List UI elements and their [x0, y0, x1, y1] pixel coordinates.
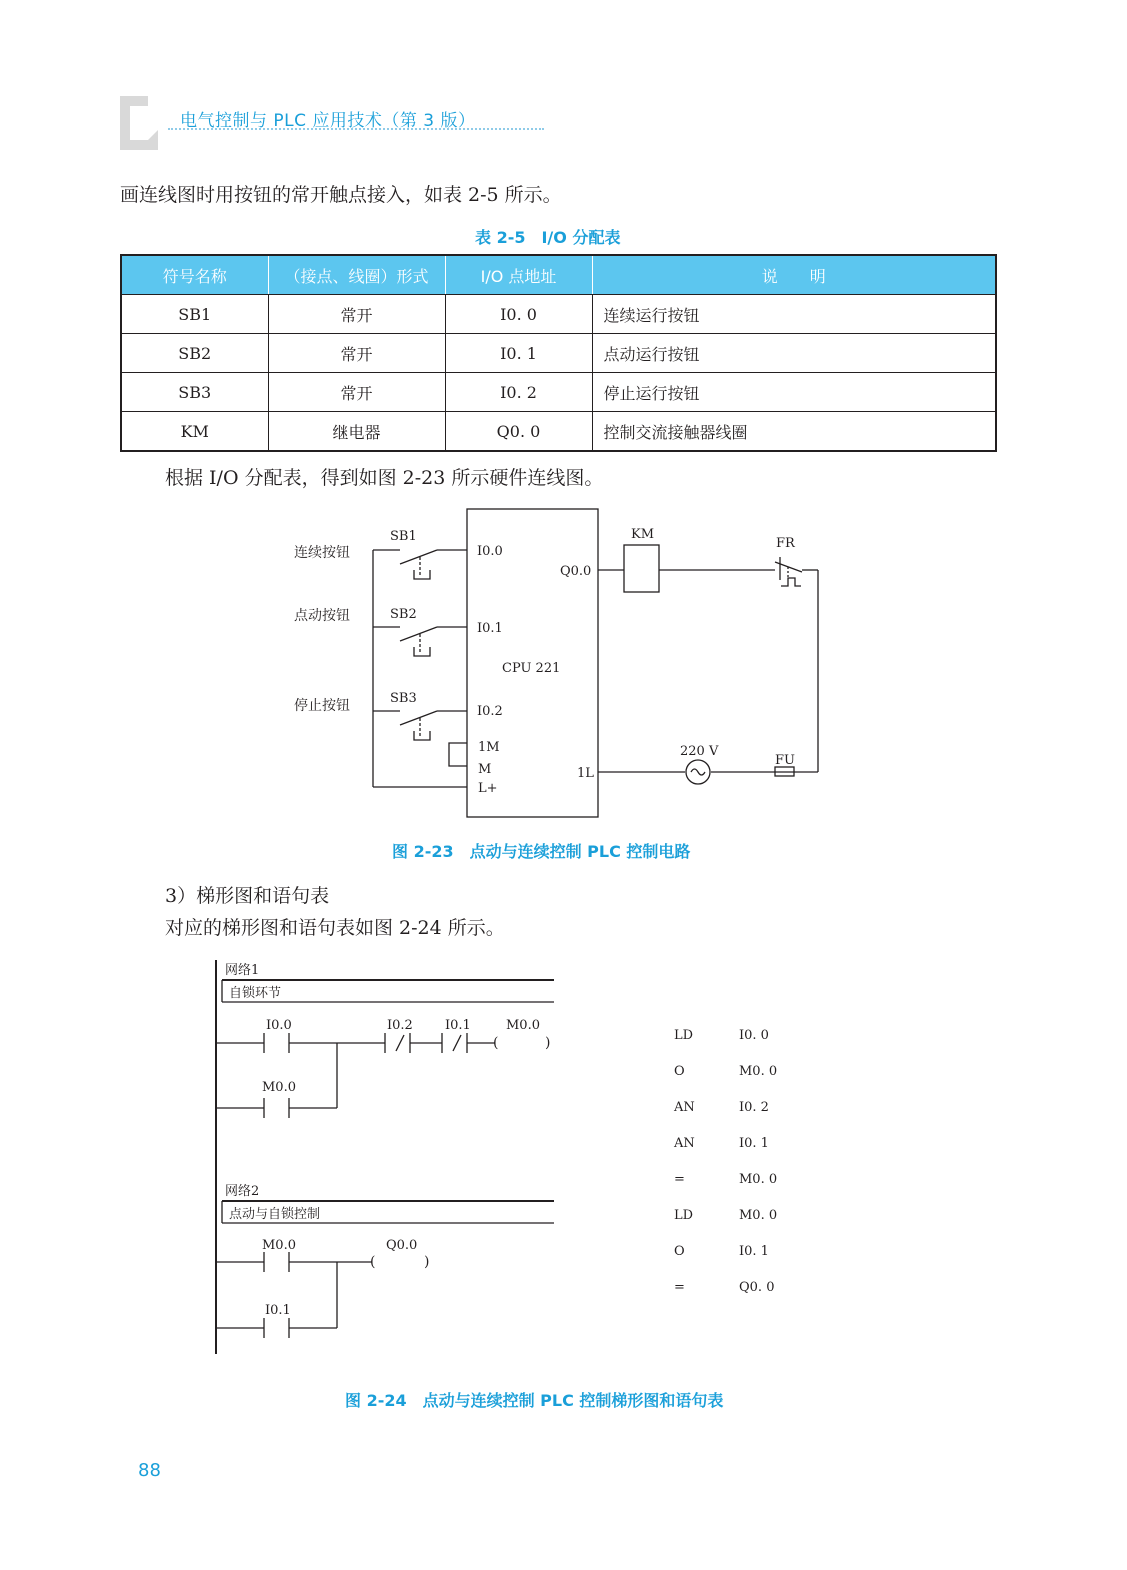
- stl-arg: M0. 0: [739, 1172, 778, 1187]
- stl-op: AN: [674, 1136, 695, 1151]
- stl-arg: I0. 1: [739, 1244, 769, 1259]
- stl-arg: M0. 0: [739, 1208, 778, 1223]
- coil-label: Q0.0: [386, 1238, 418, 1253]
- input-terminal-label: I0.0: [477, 544, 503, 559]
- contact-label: I0.1: [265, 1303, 291, 1318]
- stl-arg: I0. 2: [739, 1100, 769, 1115]
- table-cell: KM: [121, 412, 268, 452]
- table-header-cell: 符号名称: [121, 255, 268, 295]
- network-comment: 自锁环节: [229, 986, 282, 1001]
- contact-label: I0.1: [445, 1018, 471, 1033]
- table-cell: 继电器: [268, 412, 445, 452]
- table-cell: SB1: [121, 295, 268, 334]
- stl-op: LD: [674, 1208, 694, 1223]
- table-header-cell: 说 明: [592, 255, 996, 295]
- paragraph-wiring-intro: 根据 I/O 分配表，得到如图 2-23 所示硬件连线图。: [165, 467, 604, 489]
- table-cell: 控制交流接触器线圈: [592, 412, 996, 452]
- table-cell: I0. 1: [445, 334, 592, 373]
- coil-right-paren: ): [545, 1035, 551, 1051]
- table-cell: I0. 2: [445, 373, 592, 412]
- stl-arg: M0. 0: [739, 1064, 778, 1079]
- stl-arg: Q0. 0: [739, 1280, 775, 1295]
- stl-op: AN: [674, 1100, 695, 1115]
- cpu-label: CPU 221: [502, 661, 561, 676]
- table-caption: 表 2-5 I/O 分配表: [475, 228, 621, 247]
- table-cell: 常开: [268, 373, 445, 412]
- input-terminal-label: I0.1: [477, 621, 503, 636]
- table-cell: Q0. 0: [445, 412, 592, 452]
- button-label: 停止按钮: [294, 698, 350, 714]
- table-cell: I0. 0: [445, 295, 592, 334]
- coil-right-paren: ): [424, 1254, 430, 1270]
- switch-label: SB3: [390, 691, 417, 706]
- figure-caption: 图 2-24 点动与连续控制 PLC 控制梯形图和语句表: [345, 1391, 724, 1410]
- network-comment: 点动与自锁控制: [229, 1207, 321, 1222]
- contact-label: M0.0: [262, 1238, 296, 1253]
- figure-caption: 图 2-23 点动与连续控制 PLC 控制电路: [392, 842, 691, 861]
- table-header-cell: （接点、线圈）形式: [268, 255, 445, 295]
- output-terminal-label: Q0.0: [560, 564, 592, 579]
- stl-op: =: [674, 1172, 685, 1187]
- contact-label: I0.2: [387, 1018, 413, 1033]
- switch-label: SB1: [390, 529, 417, 544]
- paragraph-intro: 画连线图时用按钮的常开触点接入，如表 2-5 所示。: [120, 184, 562, 206]
- common-terminal-label: 1L: [577, 766, 594, 781]
- stl-op: LD: [674, 1028, 694, 1043]
- running-header-title: 电气控制与 PLC 应用技术（第 3 版）: [180, 111, 476, 131]
- terminal-label: L+: [478, 781, 498, 796]
- contact-label: I0.0: [266, 1018, 292, 1033]
- paragraph-ladder-intro: 对应的梯形图和语句表如图 2-24 所示。: [165, 917, 505, 939]
- input-terminal-label: I0.2: [477, 704, 503, 719]
- terminal-label: 1M: [478, 740, 500, 755]
- table-cell: 连续运行按钮: [592, 295, 996, 334]
- table-cell: 点动运行按钮: [592, 334, 996, 373]
- stl-op: =: [674, 1280, 685, 1295]
- table-cell: SB2: [121, 334, 268, 373]
- km-label: KM: [631, 527, 655, 542]
- terminal-label: M: [478, 762, 492, 777]
- network-title: 网络2: [225, 1184, 260, 1199]
- coil-left-paren: (: [370, 1254, 376, 1270]
- fu-label: FU: [775, 753, 795, 768]
- voltage-label: 220 V: [680, 744, 719, 759]
- contact-label: M0.0: [262, 1080, 296, 1095]
- button-label: 点动按钮: [294, 608, 350, 624]
- button-label: 连续按钮: [294, 545, 350, 561]
- table-header-cell: I/O 点地址: [445, 255, 592, 295]
- stl-op: O: [674, 1244, 685, 1259]
- switch-label: SB2: [390, 607, 417, 622]
- coil-label: M0.0: [506, 1018, 540, 1033]
- table-cell: 停止运行按钮: [592, 373, 996, 412]
- statement-list: [673, 1028, 777, 1295]
- fr-label: FR: [776, 536, 795, 551]
- stl-arg: I0. 1: [739, 1136, 769, 1151]
- table-cell: 常开: [268, 334, 445, 373]
- table-cell: SB3: [121, 373, 268, 412]
- table-cell: 常开: [268, 295, 445, 334]
- coil-left-paren: (: [493, 1035, 499, 1051]
- network-title: 网络1: [225, 963, 260, 978]
- page-number: 88: [138, 1460, 161, 1481]
- section-heading: 3）梯形图和语句表: [165, 885, 330, 907]
- stl-op: O: [674, 1064, 685, 1079]
- stl-arg: I0. 0: [739, 1028, 769, 1043]
